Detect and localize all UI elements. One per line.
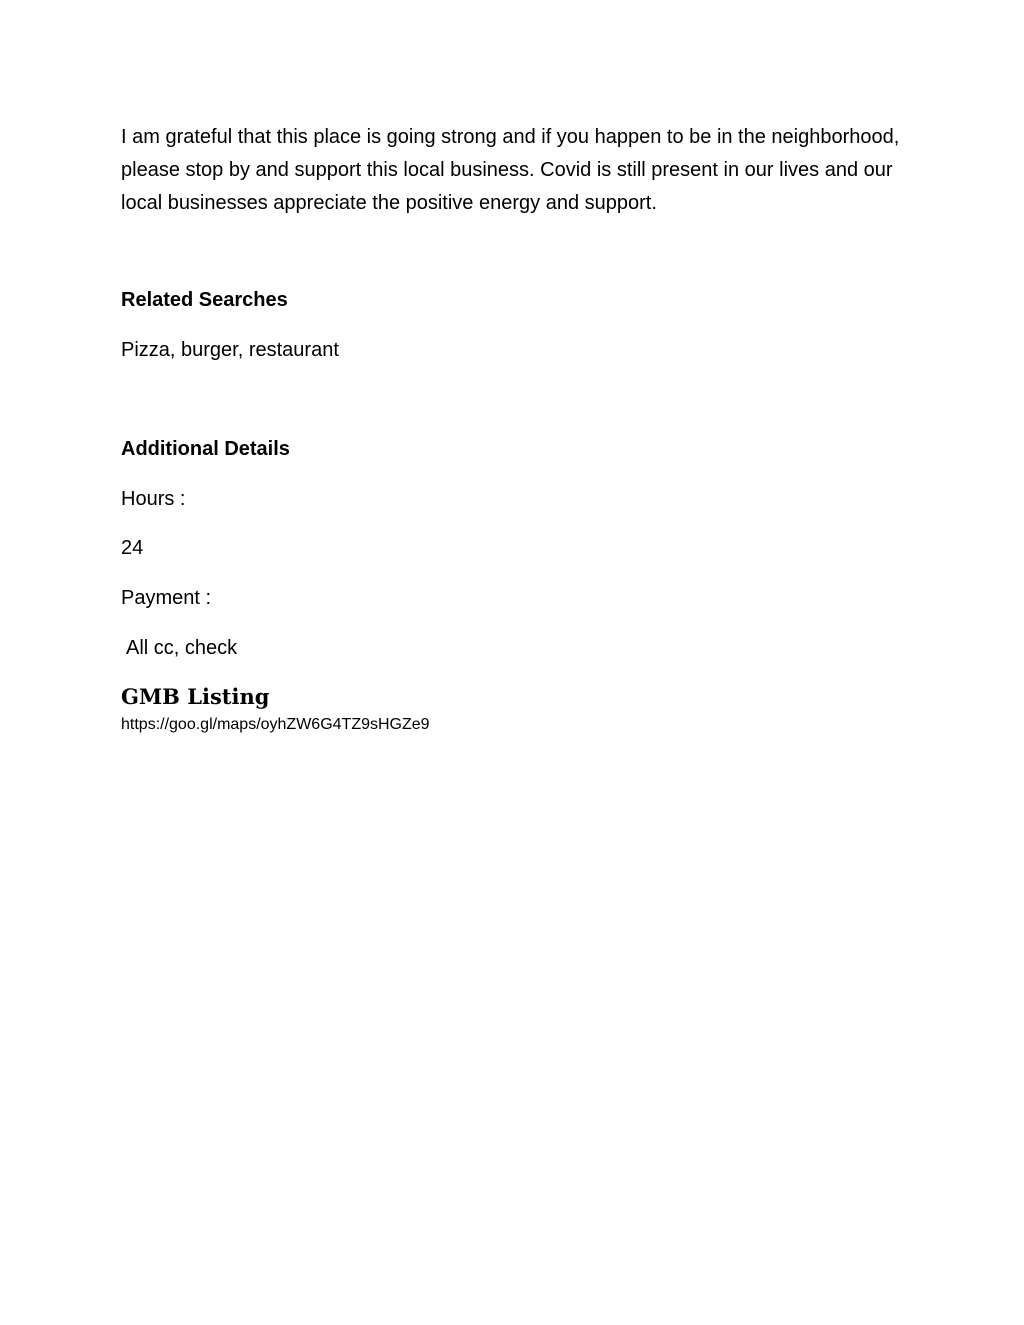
payment-label: Payment :: [121, 587, 212, 609]
related-searches-values: Pizza, burger, restaurant: [121, 339, 339, 361]
payment-value: All cc, check: [126, 637, 238, 659]
hours-value: 24: [121, 537, 144, 559]
hours-label: Hours :: [121, 488, 186, 510]
gmb-listing-heading: GMB Listing: [121, 684, 270, 709]
related-searches-heading: Related Searches: [121, 289, 288, 311]
gmb-listing-link[interactable]: https://goo.gl/maps/oyhZW6G4TZ9sHGZe9: [121, 716, 430, 733]
additional-details-heading: Additional Details: [121, 438, 290, 460]
intro-paragraph: I am grateful that this place is going strong and if you happen to be in the neighborhood, please stop by and support this local business. Covid is still present in our lives and our local businesses appreciate the positive energy and support.: [121, 126, 900, 214]
